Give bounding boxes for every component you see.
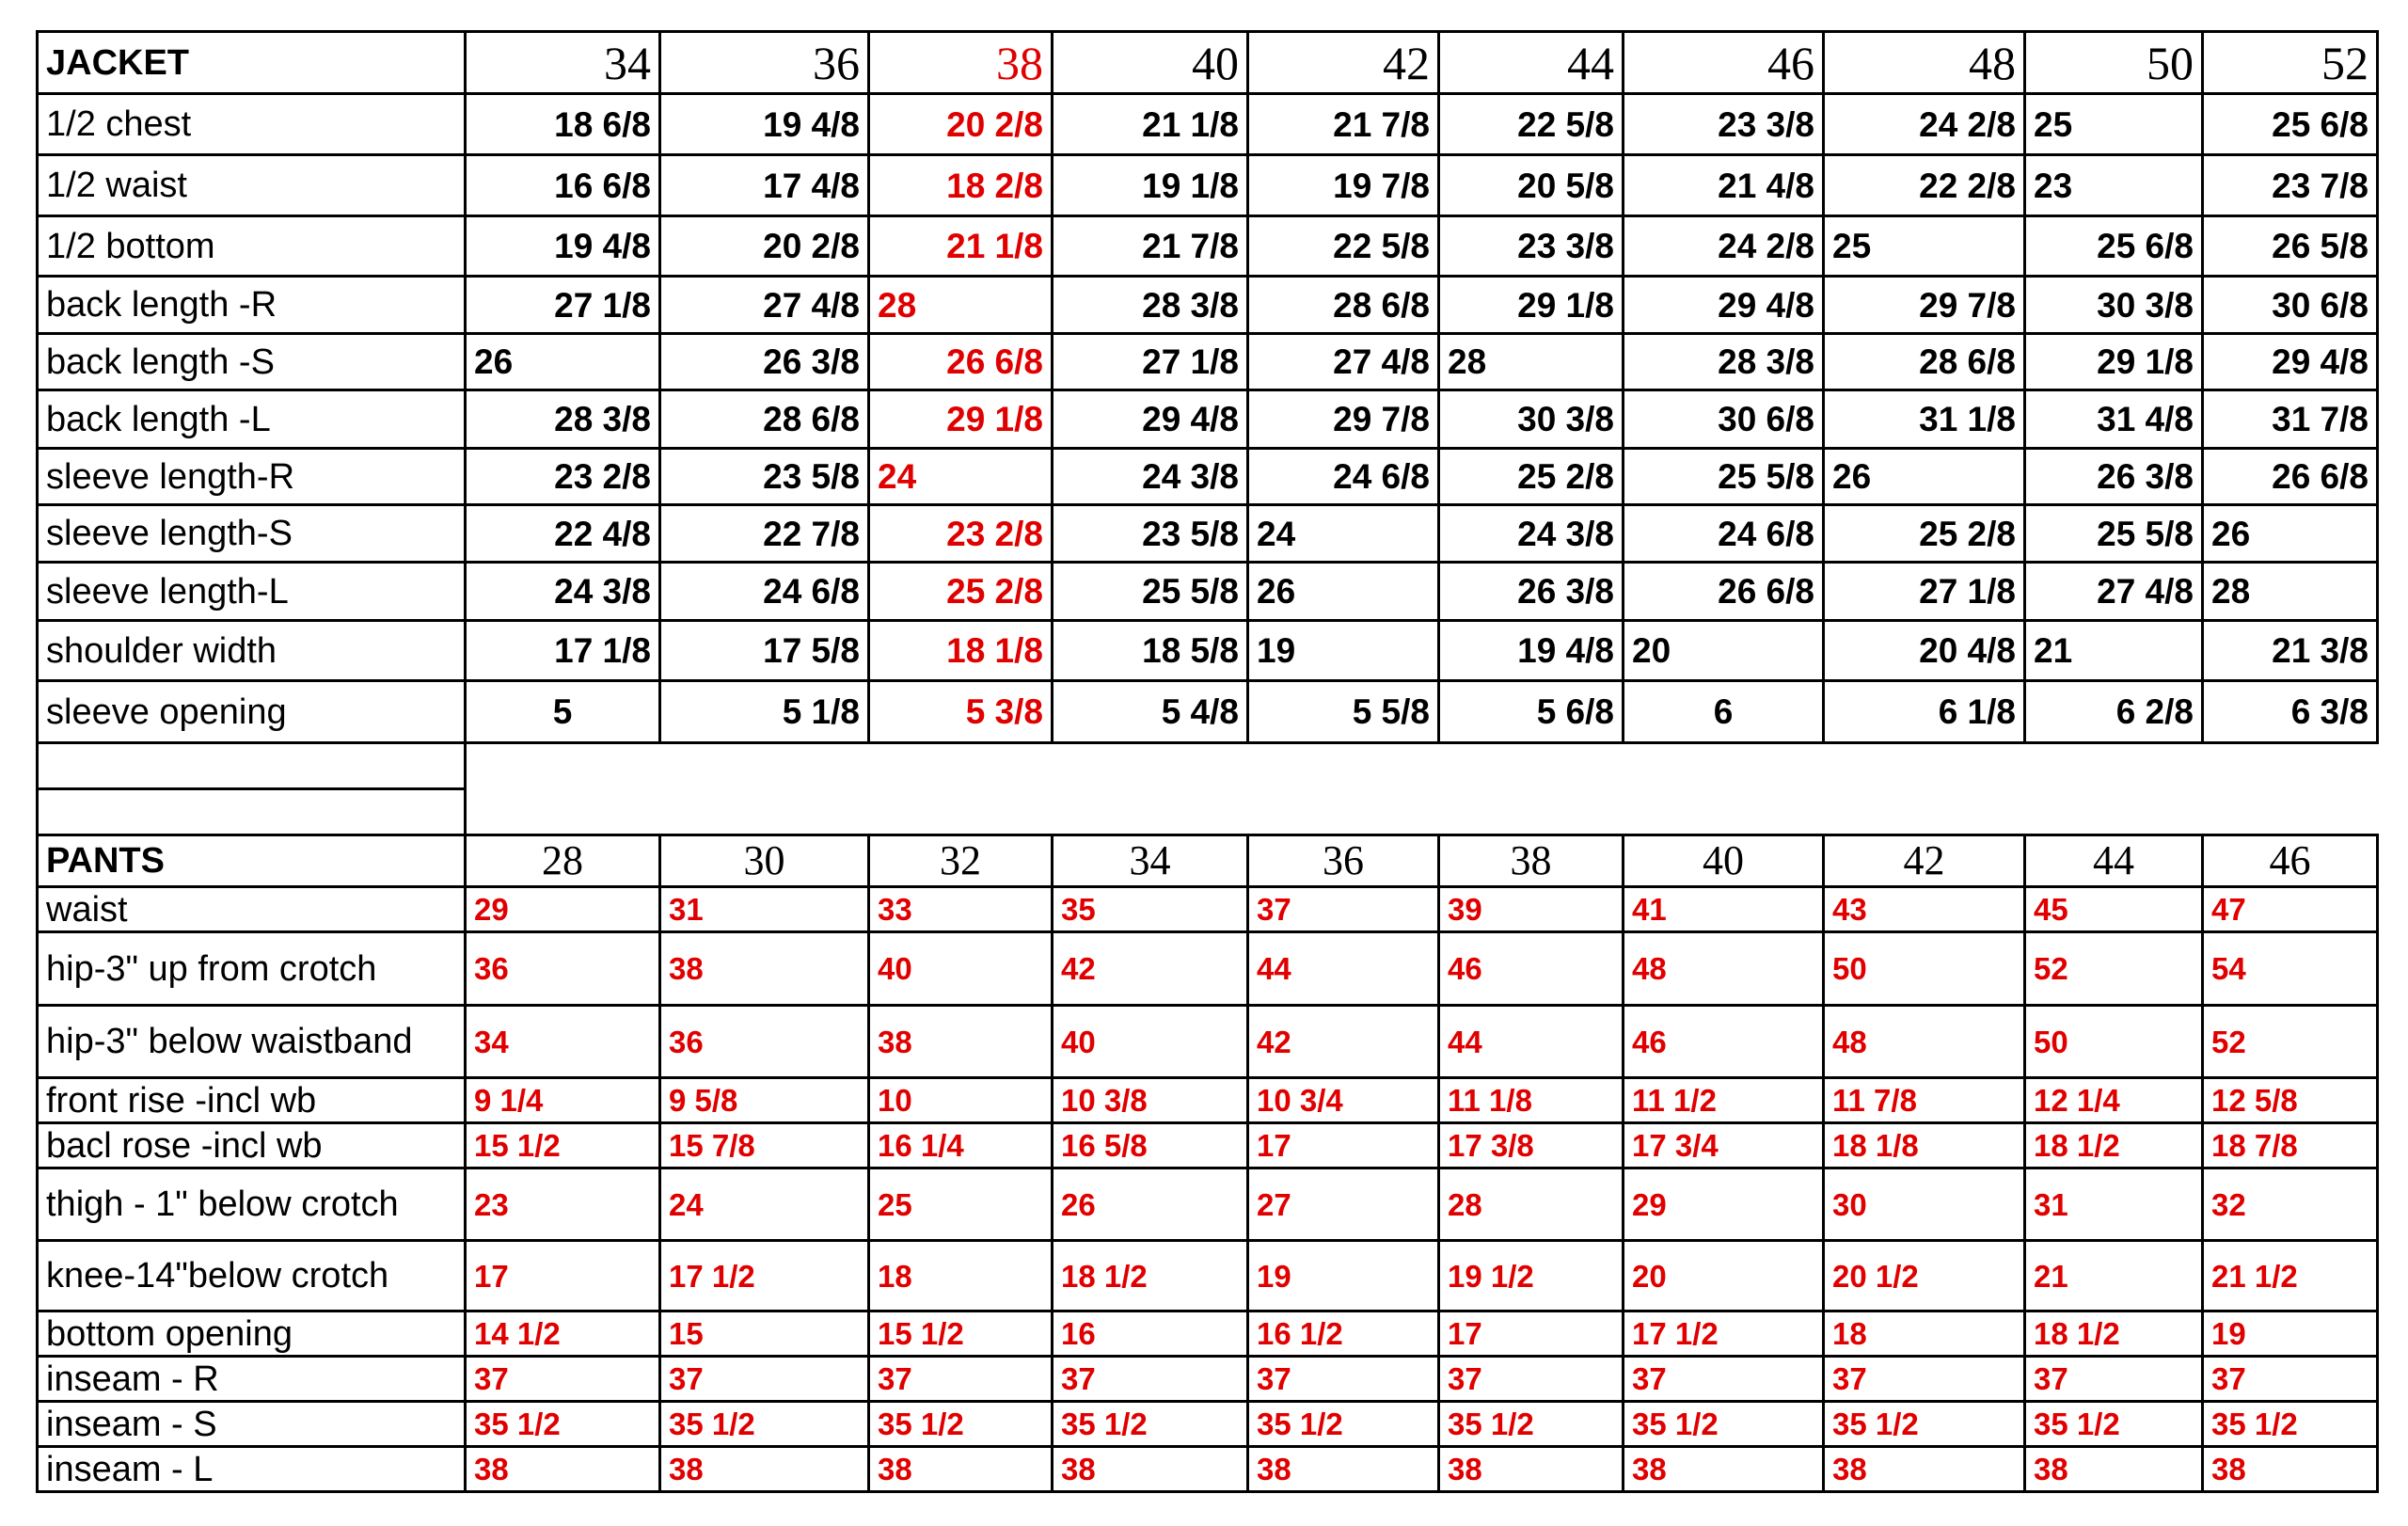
measurement-value: 29 1/8 xyxy=(869,390,1053,449)
pants-measurement-row xyxy=(38,1447,2378,1492)
measurement-value: 12 5/8 xyxy=(2203,1078,2378,1123)
measurement-label: back length -S xyxy=(38,334,466,390)
pants-measurement-row xyxy=(38,932,2378,1006)
measurement-value: 6 3/8 xyxy=(2203,681,2378,743)
measurement-value: 22 5/8 xyxy=(1248,216,1439,277)
measurement-value: 18 6/8 xyxy=(466,94,660,155)
measurement-value: 20 2/8 xyxy=(660,216,869,277)
measurement-label: front rise -incl wb xyxy=(38,1078,466,1123)
jacket-measurement-row xyxy=(38,681,2378,743)
measurement-value: 52 xyxy=(2203,1006,2378,1078)
measurement-value: 26 6/8 xyxy=(869,334,1053,390)
measurement-value: 23 xyxy=(2025,155,2203,216)
measurement-value: 37 xyxy=(660,1357,869,1402)
measurement-value: 34 xyxy=(466,1006,660,1078)
measurement-value: 14 1/2 xyxy=(466,1311,660,1357)
measurement-value: 17 3/4 xyxy=(1624,1123,1824,1168)
measurement-label: thigh - 1" below crotch xyxy=(38,1168,466,1241)
jacket-measurement-row xyxy=(38,390,2378,449)
pants-measurement-row xyxy=(38,1311,2378,1357)
measurement-value: 9 1/4 xyxy=(466,1078,660,1123)
measurement-value: 31 xyxy=(660,887,869,932)
measurement-value: 28 3/8 xyxy=(466,390,660,449)
jacket-measurement-row xyxy=(38,216,2378,277)
measurement-value: 6 2/8 xyxy=(2025,681,2203,743)
measurement-label: inseam - R xyxy=(38,1357,466,1402)
measurement-value: 26 3/8 xyxy=(1439,563,1624,621)
measurement-value: 26 xyxy=(1053,1168,1248,1241)
measurement-value: 36 xyxy=(660,1006,869,1078)
blank-area xyxy=(466,743,2378,835)
measurement-value: 37 xyxy=(2203,1357,2378,1402)
measurement-label: back length -R xyxy=(38,277,466,334)
measurement-value: 11 7/8 xyxy=(1824,1078,2025,1123)
measurement-label: knee-14"below crotch xyxy=(38,1241,466,1311)
measurement-value: 5 xyxy=(466,681,660,743)
measurement-value: 30 3/8 xyxy=(1439,390,1624,449)
jacket-size-header: 46 xyxy=(1624,32,1824,94)
measurement-value: 43 xyxy=(1824,887,2025,932)
measurement-value: 28 6/8 xyxy=(660,390,869,449)
measurement-value: 17 4/8 xyxy=(660,155,869,216)
measurement-value: 10 xyxy=(869,1078,1053,1123)
measurement-value: 28 xyxy=(1439,334,1624,390)
measurement-value: 30 xyxy=(1824,1168,2025,1241)
measurement-value: 22 5/8 xyxy=(1439,94,1624,155)
measurement-value: 18 1/2 xyxy=(2025,1311,2203,1357)
measurement-value: 38 xyxy=(1053,1447,1248,1492)
measurement-value: 25 xyxy=(2025,94,2203,155)
measurement-value: 28 xyxy=(1439,1168,1624,1241)
measurement-value: 17 xyxy=(1439,1311,1624,1357)
measurement-value: 6 1/8 xyxy=(1824,681,2025,743)
measurement-value: 36 xyxy=(466,932,660,1006)
measurement-label: shoulder width xyxy=(38,621,466,681)
measurement-value: 26 xyxy=(2203,505,2378,563)
measurement-value: 23 3/8 xyxy=(1624,94,1824,155)
measurement-value: 18 xyxy=(1824,1311,2025,1357)
measurement-value: 20 xyxy=(1624,1241,1824,1311)
measurement-value: 21 7/8 xyxy=(1248,94,1439,155)
pants-measurement-row xyxy=(38,1402,2378,1447)
measurement-value: 27 xyxy=(1248,1168,1439,1241)
measurement-value: 30 6/8 xyxy=(2203,277,2378,334)
measurement-value: 16 xyxy=(1053,1311,1248,1357)
jacket-measurement-row xyxy=(38,334,2378,390)
measurement-value: 54 xyxy=(2203,932,2378,1006)
jacket-size-header: 44 xyxy=(1439,32,1624,94)
jacket-section xyxy=(38,32,2378,743)
measurement-value: 27 4/8 xyxy=(2025,563,2203,621)
jacket-measurement-row xyxy=(38,277,2378,334)
measurement-value: 29 4/8 xyxy=(1624,277,1824,334)
measurement-value: 37 xyxy=(1248,1357,1439,1402)
measurement-value: 26 xyxy=(466,334,660,390)
measurement-value: 38 xyxy=(1439,1447,1624,1492)
pants-size-header: 32 xyxy=(869,835,1053,887)
measurement-value: 40 xyxy=(1053,1006,1248,1078)
measurement-value: 35 1/2 xyxy=(1624,1402,1824,1447)
measurement-value: 16 1/4 xyxy=(869,1123,1053,1168)
measurement-value: 25 2/8 xyxy=(1439,449,1624,505)
measurement-value: 25 6/8 xyxy=(2203,94,2378,155)
measurement-value: 18 1/2 xyxy=(1053,1241,1248,1311)
measurement-value: 25 5/8 xyxy=(1053,563,1248,621)
measurement-value: 19 4/8 xyxy=(466,216,660,277)
measurement-value: 41 xyxy=(1624,887,1824,932)
pants-size-header: 30 xyxy=(660,835,869,887)
measurement-label: sleeve length-S xyxy=(38,505,466,563)
measurement-value: 38 xyxy=(1824,1447,2025,1492)
measurement-value: 24 3/8 xyxy=(1439,505,1624,563)
jacket-size-header: 36 xyxy=(660,32,869,94)
measurement-value: 20 4/8 xyxy=(1824,621,2025,681)
measurement-value: 38 xyxy=(466,1447,660,1492)
measurement-value: 28 xyxy=(2203,563,2378,621)
pants-measurement-row xyxy=(38,1078,2378,1123)
measurement-value: 35 1/2 xyxy=(869,1402,1053,1447)
measurement-value: 46 xyxy=(1624,1006,1824,1078)
measurement-label: bacl rose -incl wb xyxy=(38,1123,466,1168)
measurement-value: 30 3/8 xyxy=(2025,277,2203,334)
measurement-value: 18 1/2 xyxy=(2025,1123,2203,1168)
measurement-value: 18 2/8 xyxy=(869,155,1053,216)
measurement-value: 31 xyxy=(2025,1168,2203,1241)
measurement-value: 21 4/8 xyxy=(1624,155,1824,216)
measurement-value: 23 2/8 xyxy=(869,505,1053,563)
measurement-value: 19 1/8 xyxy=(1053,155,1248,216)
measurement-value: 22 7/8 xyxy=(660,505,869,563)
measurement-value: 20 1/2 xyxy=(1824,1241,2025,1311)
measurement-value: 21 xyxy=(2025,621,2203,681)
measurement-value: 25 xyxy=(1824,216,2025,277)
pants-measurement-row xyxy=(38,1357,2378,1402)
pants-size-header: 44 xyxy=(2025,835,2203,887)
measurement-value: 30 6/8 xyxy=(1624,390,1824,449)
measurement-label: sleeve opening xyxy=(38,681,466,743)
measurement-value: 33 xyxy=(869,887,1053,932)
measurement-value: 50 xyxy=(2025,1006,2203,1078)
measurement-value: 28 6/8 xyxy=(1824,334,2025,390)
measurement-value: 35 1/2 xyxy=(1053,1402,1248,1447)
measurement-label: 1/2 waist xyxy=(38,155,466,216)
measurement-value: 26 6/8 xyxy=(2203,449,2378,505)
pants-size-header: 36 xyxy=(1248,835,1439,887)
measurement-value: 26 6/8 xyxy=(1624,563,1824,621)
measurement-label: hip-3" below waistband xyxy=(38,1006,466,1078)
measurement-value: 39 xyxy=(1439,887,1624,932)
measurement-value: 5 6/8 xyxy=(1439,681,1624,743)
measurement-value: 37 xyxy=(1824,1357,2025,1402)
measurement-value: 15 7/8 xyxy=(660,1123,869,1168)
measurement-value: 9 5/8 xyxy=(660,1078,869,1123)
measurement-value: 15 1/2 xyxy=(466,1123,660,1168)
measurement-value: 40 xyxy=(869,932,1053,1006)
pants-measurement-row xyxy=(38,1123,2378,1168)
measurement-value: 11 1/2 xyxy=(1624,1078,1824,1123)
measurement-value: 17 5/8 xyxy=(660,621,869,681)
measurement-value: 47 xyxy=(2203,887,2378,932)
jacket-measurement-row xyxy=(38,563,2378,621)
size-chart-table xyxy=(36,30,2379,1493)
pants-title: PANTS xyxy=(38,835,466,887)
measurement-value: 6 xyxy=(1624,681,1824,743)
measurement-value: 23 5/8 xyxy=(1053,505,1248,563)
measurement-value: 22 4/8 xyxy=(466,505,660,563)
measurement-value: 35 1/2 xyxy=(1248,1402,1439,1447)
measurement-value: 26 3/8 xyxy=(2025,449,2203,505)
measurement-value: 46 xyxy=(1439,932,1624,1006)
jacket-size-header: 52 xyxy=(2203,32,2378,94)
spacer-cell xyxy=(38,743,466,789)
measurement-value: 32 xyxy=(2203,1168,2378,1241)
pants-size-header: 42 xyxy=(1824,835,2025,887)
measurement-value: 52 xyxy=(2025,932,2203,1006)
measurement-label: 1/2 chest xyxy=(38,94,466,155)
measurement-value: 31 7/8 xyxy=(2203,390,2378,449)
measurement-value: 16 6/8 xyxy=(466,155,660,216)
measurement-value: 29 7/8 xyxy=(1824,277,2025,334)
measurement-value: 21 7/8 xyxy=(1053,216,1248,277)
measurement-value: 17 xyxy=(1248,1123,1439,1168)
measurement-value: 27 1/8 xyxy=(1824,563,2025,621)
jacket-measurement-row xyxy=(38,155,2378,216)
measurement-label: inseam - S xyxy=(38,1402,466,1447)
measurement-value: 37 xyxy=(1248,887,1439,932)
measurement-value: 35 1/2 xyxy=(1439,1402,1624,1447)
measurement-value: 38 xyxy=(869,1006,1053,1078)
measurement-value: 37 xyxy=(466,1357,660,1402)
spacer-cell xyxy=(38,789,466,835)
measurement-value: 37 xyxy=(1624,1357,1824,1402)
measurement-value: 24 3/8 xyxy=(466,563,660,621)
measurement-value: 35 1/2 xyxy=(466,1402,660,1447)
measurement-value: 38 xyxy=(660,932,869,1006)
measurement-value: 19 7/8 xyxy=(1248,155,1439,216)
measurement-value: 24 2/8 xyxy=(1824,94,2025,155)
jacket-measurement-row xyxy=(38,94,2378,155)
pants-size-header: 38 xyxy=(1439,835,1624,887)
jacket-size-header: 34 xyxy=(466,32,660,94)
pants-size-header: 28 xyxy=(466,835,660,887)
measurement-value: 26 xyxy=(1248,563,1439,621)
measurement-value: 15 1/2 xyxy=(869,1311,1053,1357)
measurement-value: 37 xyxy=(2025,1357,2203,1402)
pants-measurement-row xyxy=(38,887,2378,932)
measurement-value: 11 1/8 xyxy=(1439,1078,1624,1123)
measurement-label: back length -L xyxy=(38,390,466,449)
measurement-value: 24 xyxy=(1248,505,1439,563)
measurement-value: 10 3/4 xyxy=(1248,1078,1439,1123)
measurement-label: hip-3" up from crotch xyxy=(38,932,466,1006)
measurement-value: 29 4/8 xyxy=(1053,390,1248,449)
measurement-value: 29 xyxy=(1624,1168,1824,1241)
measurement-value: 26 5/8 xyxy=(2203,216,2378,277)
jacket-measurement-row xyxy=(38,621,2378,681)
jacket-size-header: 48 xyxy=(1824,32,2025,94)
measurement-value: 12 1/4 xyxy=(2025,1078,2203,1123)
pants-size-header: 34 xyxy=(1053,835,1248,887)
jacket-size-header: 42 xyxy=(1248,32,1439,94)
measurement-value: 19 xyxy=(1248,621,1439,681)
measurement-value: 25 6/8 xyxy=(2025,216,2203,277)
measurement-value: 38 xyxy=(2025,1447,2203,1492)
measurement-value: 25 5/8 xyxy=(2025,505,2203,563)
measurement-value: 27 4/8 xyxy=(1248,334,1439,390)
measurement-value: 37 xyxy=(869,1357,1053,1402)
jacket-measurement-row xyxy=(38,505,2378,563)
measurement-value: 17 3/8 xyxy=(1439,1123,1624,1168)
measurement-value: 15 xyxy=(660,1311,869,1357)
measurement-label: sleeve length-L xyxy=(38,563,466,621)
measurement-value: 42 xyxy=(1248,1006,1439,1078)
measurement-value: 20 5/8 xyxy=(1439,155,1624,216)
measurement-value: 45 xyxy=(2025,887,2203,932)
measurement-value: 10 3/8 xyxy=(1053,1078,1248,1123)
measurement-value: 29 1/8 xyxy=(1439,277,1624,334)
measurement-value: 48 xyxy=(1824,1006,2025,1078)
measurement-value: 24 6/8 xyxy=(1248,449,1439,505)
measurement-value: 37 xyxy=(1439,1357,1624,1402)
measurement-value: 44 xyxy=(1439,1006,1624,1078)
measurement-value: 35 1/2 xyxy=(660,1402,869,1447)
measurement-value: 18 5/8 xyxy=(1053,621,1248,681)
measurement-value: 17 1/8 xyxy=(466,621,660,681)
measurement-value: 38 xyxy=(2203,1447,2378,1492)
measurement-value: 25 5/8 xyxy=(1624,449,1824,505)
measurement-value: 38 xyxy=(660,1447,869,1492)
measurement-value: 26 3/8 xyxy=(660,334,869,390)
measurement-value: 16 1/2 xyxy=(1248,1311,1439,1357)
measurement-value: 18 7/8 xyxy=(2203,1123,2378,1168)
measurement-value: 21 3/8 xyxy=(2203,621,2378,681)
measurement-value: 21 1/8 xyxy=(869,216,1053,277)
measurement-value: 25 xyxy=(869,1168,1053,1241)
jacket-measurement-row xyxy=(38,449,2378,505)
measurement-value: 35 1/2 xyxy=(2203,1402,2378,1447)
measurement-value: 29 1/8 xyxy=(2025,334,2203,390)
jacket-title: JACKET xyxy=(38,32,466,94)
measurement-label: inseam - L xyxy=(38,1447,466,1492)
measurement-value: 24 xyxy=(869,449,1053,505)
measurement-value: 21 1/8 xyxy=(1053,94,1248,155)
measurement-value: 23 xyxy=(466,1168,660,1241)
measurement-value: 37 xyxy=(1053,1357,1248,1402)
measurement-value: 35 1/2 xyxy=(2025,1402,2203,1447)
measurement-value: 38 xyxy=(1248,1447,1439,1492)
measurement-value: 35 xyxy=(1053,887,1248,932)
pants-header-row xyxy=(38,835,2378,887)
measurement-value: 20 xyxy=(1624,621,1824,681)
pants-size-header: 40 xyxy=(1624,835,1824,887)
measurement-value: 21 xyxy=(2025,1241,2203,1311)
measurement-value: 25 2/8 xyxy=(869,563,1053,621)
jacket-size-header: 40 xyxy=(1053,32,1248,94)
measurement-value: 24 6/8 xyxy=(660,563,869,621)
measurement-value: 16 5/8 xyxy=(1053,1123,1248,1168)
measurement-value: 27 1/8 xyxy=(466,277,660,334)
measurement-value: 23 2/8 xyxy=(466,449,660,505)
jacket-size-header: 50 xyxy=(2025,32,2203,94)
measurement-value: 21 1/2 xyxy=(2203,1241,2378,1311)
measurement-value: 18 xyxy=(869,1241,1053,1311)
pants-measurement-row xyxy=(38,1168,2378,1241)
measurement-value: 18 1/8 xyxy=(1824,1123,2025,1168)
measurement-value: 28 3/8 xyxy=(1053,277,1248,334)
measurement-value: 5 4/8 xyxy=(1053,681,1248,743)
measurement-label: waist xyxy=(38,887,466,932)
measurement-value: 26 xyxy=(1824,449,2025,505)
pants-size-header: 46 xyxy=(2203,835,2378,887)
measurement-value: 19 1/2 xyxy=(1439,1241,1624,1311)
measurement-value: 28 3/8 xyxy=(1624,334,1824,390)
measurement-value: 50 xyxy=(1824,932,2025,1006)
measurement-value: 44 xyxy=(1248,932,1439,1006)
measurement-value: 24 2/8 xyxy=(1624,216,1824,277)
measurement-value: 17 1/2 xyxy=(1624,1311,1824,1357)
measurement-value: 42 xyxy=(1053,932,1248,1006)
measurement-value: 28 xyxy=(869,277,1053,334)
measurement-value: 24 xyxy=(660,1168,869,1241)
measurement-value: 27 4/8 xyxy=(660,277,869,334)
measurement-value: 23 7/8 xyxy=(2203,155,2378,216)
section-spacer xyxy=(38,743,2378,835)
measurement-value: 29 7/8 xyxy=(1248,390,1439,449)
measurement-value: 5 5/8 xyxy=(1248,681,1439,743)
measurement-value: 5 3/8 xyxy=(869,681,1053,743)
measurement-value: 28 6/8 xyxy=(1248,277,1439,334)
measurement-label: 1/2 bottom xyxy=(38,216,466,277)
measurement-value: 48 xyxy=(1624,932,1824,1006)
measurement-label: bottom opening xyxy=(38,1311,466,1357)
measurement-value: 29 xyxy=(466,887,660,932)
measurement-value: 38 xyxy=(869,1447,1053,1492)
measurement-value: 19 4/8 xyxy=(660,94,869,155)
pants-measurement-row xyxy=(38,1241,2378,1311)
jacket-size-header: 38 xyxy=(869,32,1053,94)
measurement-value: 27 1/8 xyxy=(1053,334,1248,390)
measurement-value: 19 xyxy=(1248,1241,1439,1311)
measurement-value: 19 xyxy=(2203,1311,2378,1357)
measurement-value: 18 1/8 xyxy=(869,621,1053,681)
measurement-value: 38 xyxy=(1624,1447,1824,1492)
measurement-value: 29 4/8 xyxy=(2203,334,2378,390)
measurement-value: 24 6/8 xyxy=(1624,505,1824,563)
jacket-header-row xyxy=(38,32,2378,94)
measurement-value: 24 3/8 xyxy=(1053,449,1248,505)
measurement-value: 25 2/8 xyxy=(1824,505,2025,563)
measurement-value: 23 5/8 xyxy=(660,449,869,505)
measurement-value: 17 1/2 xyxy=(660,1241,869,1311)
pants-measurement-row xyxy=(38,1006,2378,1078)
measurement-value: 19 4/8 xyxy=(1439,621,1624,681)
measurement-value: 17 xyxy=(466,1241,660,1311)
measurement-value: 5 1/8 xyxy=(660,681,869,743)
measurement-value: 31 1/8 xyxy=(1824,390,2025,449)
measurement-value: 20 2/8 xyxy=(869,94,1053,155)
measurement-value: 22 2/8 xyxy=(1824,155,2025,216)
measurement-value: 31 4/8 xyxy=(2025,390,2203,449)
measurement-value: 35 1/2 xyxy=(1824,1402,2025,1447)
measurement-label: sleeve length-R xyxy=(38,449,466,505)
measurement-value: 23 3/8 xyxy=(1439,216,1624,277)
pants-section xyxy=(38,835,2378,1492)
